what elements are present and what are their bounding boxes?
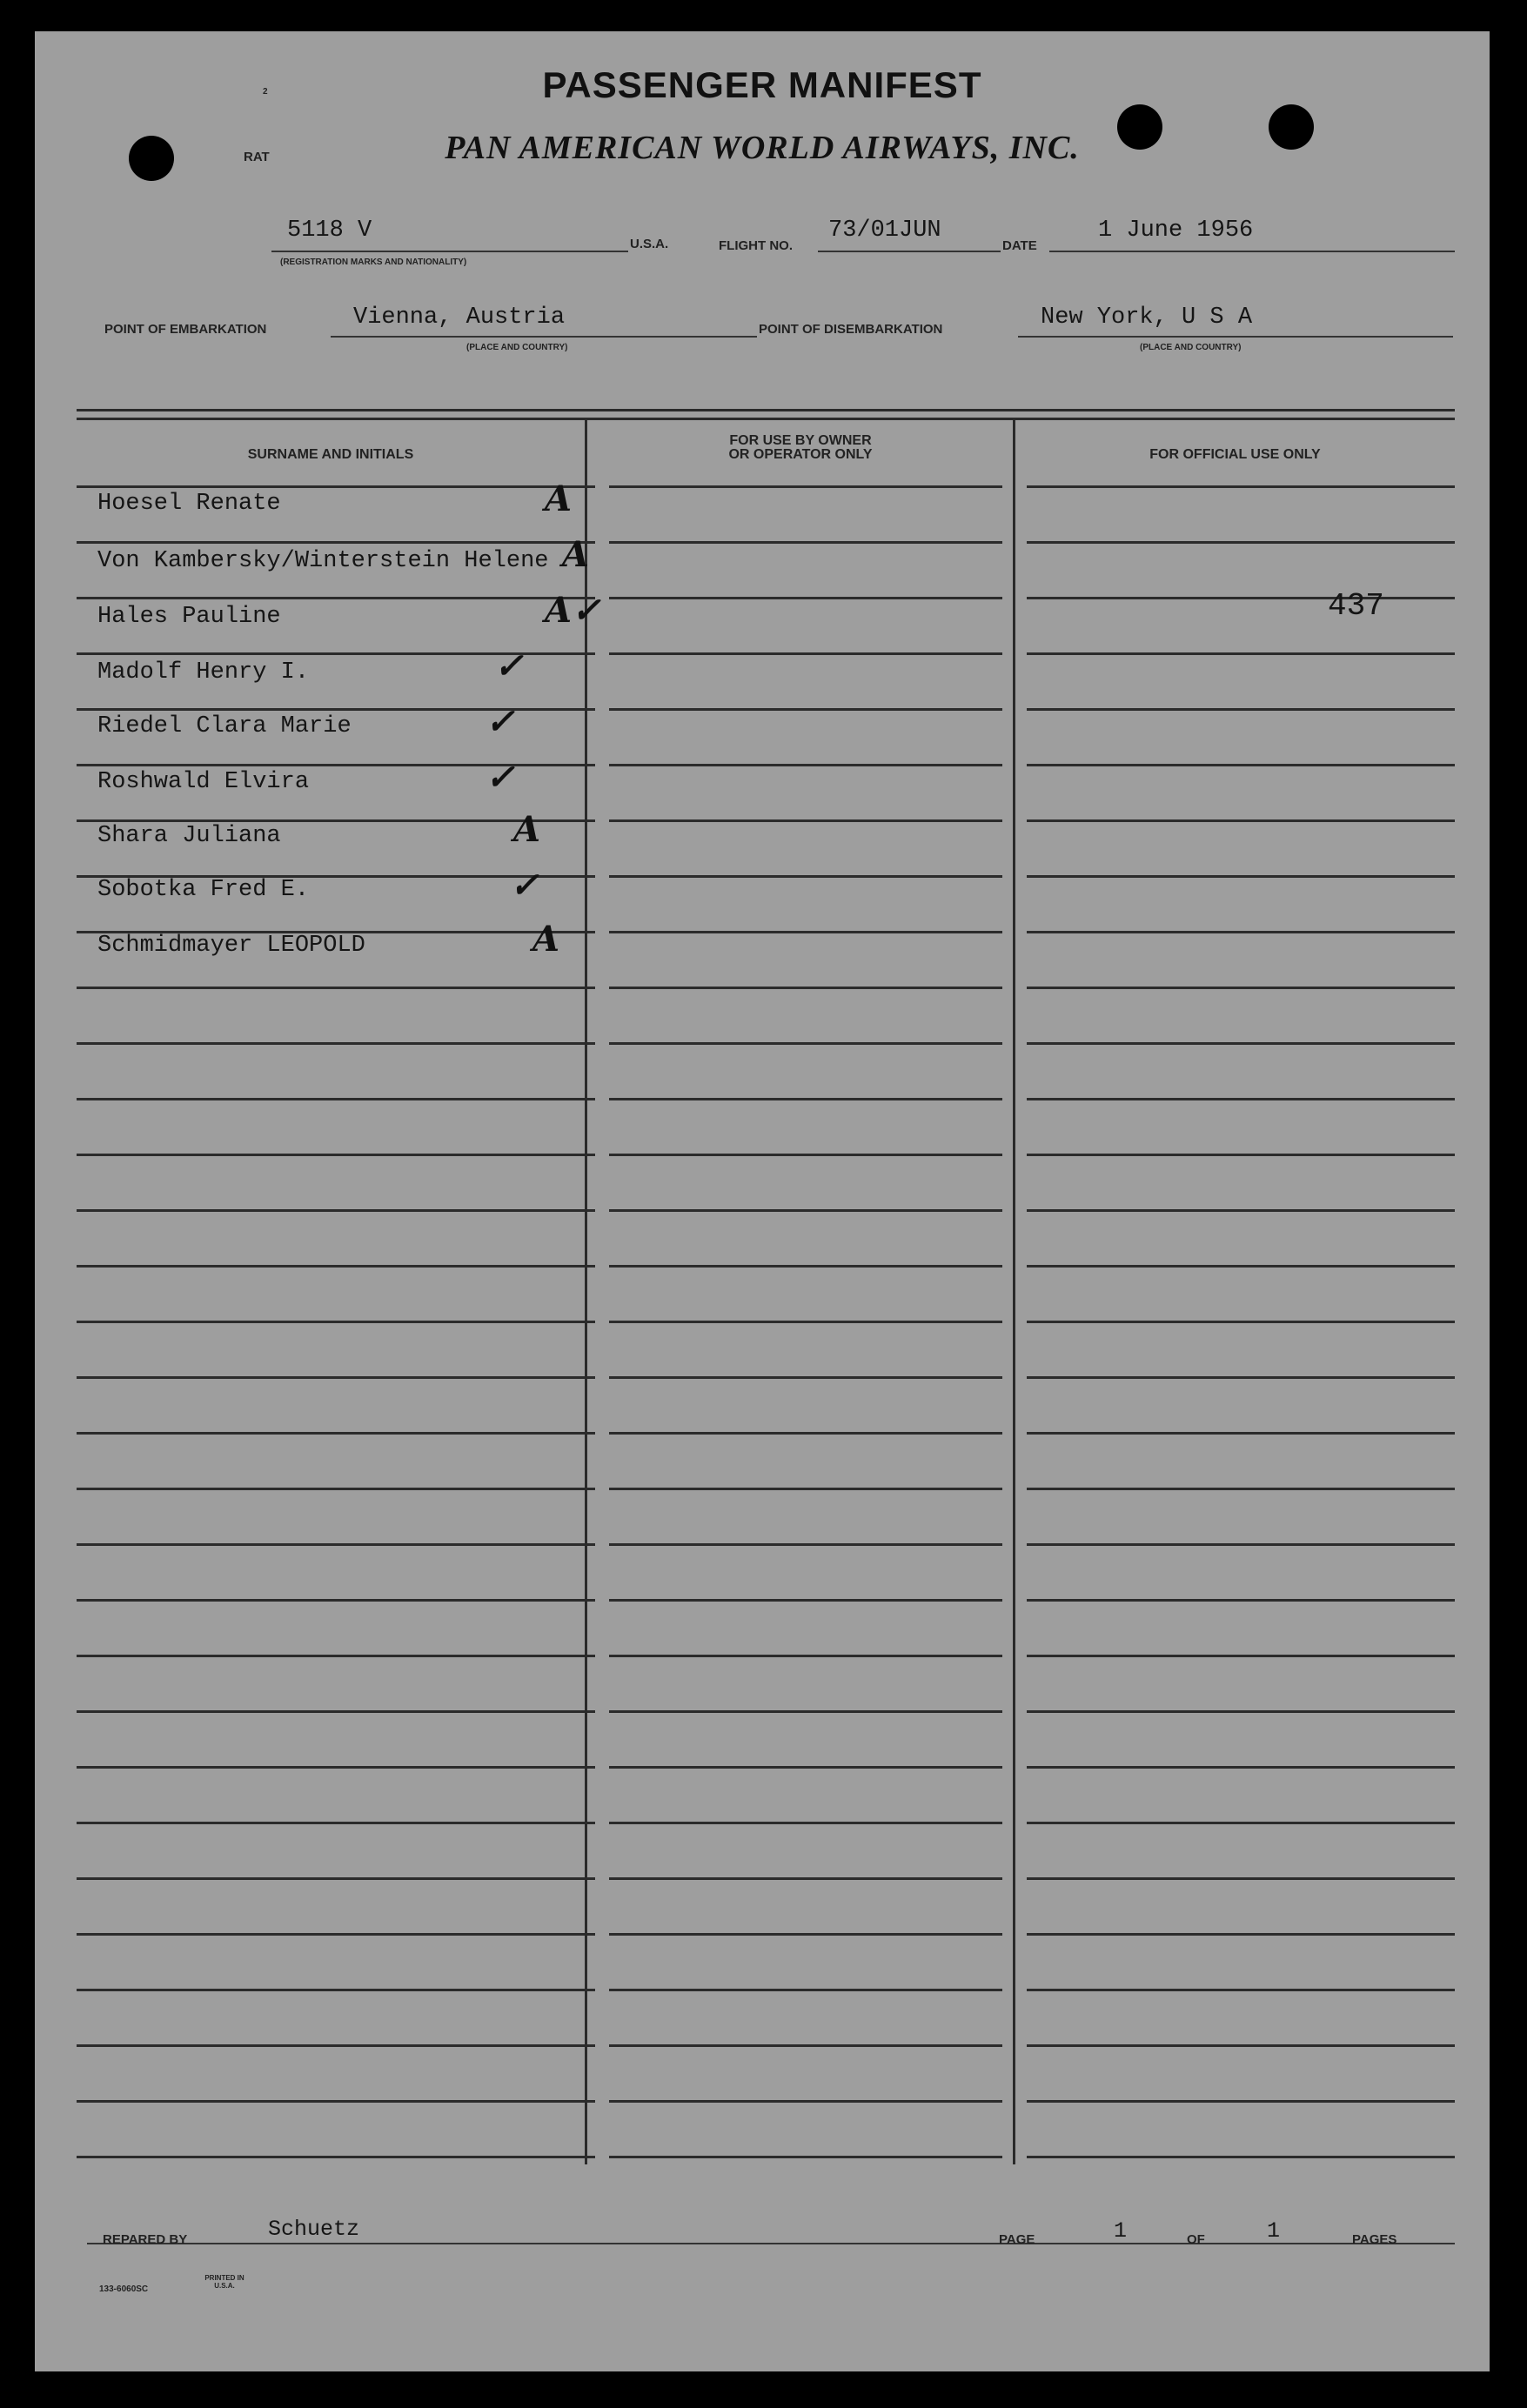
table-row-line — [609, 1655, 1002, 1657]
registration-underline — [271, 251, 628, 252]
passenger-mark: A — [532, 919, 560, 960]
table-row-line — [77, 708, 595, 711]
table-row-line — [1027, 764, 1455, 766]
passenger-name: Riedel Clara Marie — [97, 713, 352, 739]
passenger-mark: A✓ — [545, 590, 601, 631]
total-pages: 1 — [1267, 2218, 1281, 2244]
printed-stamp: PRINTED IN U.S.A. — [204, 2274, 244, 2290]
passenger-mark: ✓ — [486, 701, 515, 742]
table-row-line — [1027, 708, 1455, 711]
embarkation-caption: (PLACE AND COUNTRY) — [466, 343, 568, 352]
table-row-line — [1027, 1488, 1455, 1490]
table-row-line — [1027, 1933, 1455, 1936]
table-row-line — [609, 1154, 1002, 1156]
table-row-line — [1027, 1822, 1455, 1824]
table-top-rule — [77, 418, 1455, 420]
table-row-line — [77, 1209, 595, 1212]
table-row-line — [77, 1265, 595, 1268]
table-row-line — [1027, 1321, 1455, 1323]
table-row-line — [1027, 652, 1455, 655]
table-row-line — [609, 987, 1002, 989]
table-row-line — [609, 1989, 1002, 1991]
passenger-name: Hoesel Renate — [97, 491, 281, 517]
page-title: PASSENGER MANIFEST — [542, 64, 982, 105]
table-row-line — [609, 2044, 1002, 2047]
table-row-line — [609, 597, 1002, 599]
table-row-line — [1027, 2100, 1455, 2103]
passenger-mark: ✓ — [494, 645, 524, 686]
table-row-line — [1027, 1265, 1455, 1268]
table-row-line — [609, 1877, 1002, 1880]
table-row-line — [609, 485, 1002, 488]
page-mark: 2 — [263, 87, 268, 97]
passenger-name: Schmidmayer LEOPOLD — [97, 933, 365, 959]
table-row-line — [1027, 1710, 1455, 1713]
table-row-line — [609, 1543, 1002, 1546]
table-row-line — [609, 708, 1002, 711]
table-row-line — [77, 1822, 595, 1824]
table-row-line — [77, 1655, 595, 1657]
country-label: U.S.A. — [630, 237, 669, 251]
table-row-line — [609, 541, 1002, 544]
date-label: DATE — [1002, 238, 1037, 253]
table-row-line — [609, 1599, 1002, 1602]
passenger-mark: ✓ — [486, 757, 515, 798]
table-row-line — [77, 2100, 595, 2103]
table-row-line — [609, 819, 1002, 822]
table-row-line — [77, 1989, 595, 1991]
table-row-line — [1027, 1098, 1455, 1100]
table-row-line — [1027, 1989, 1455, 1991]
table-row-line — [609, 1710, 1002, 1713]
passenger-mark: A — [513, 809, 541, 850]
table-row-line — [1027, 1599, 1455, 1602]
table-row-line — [609, 764, 1002, 766]
column-header-surname: SURNAME AND INITIALS — [247, 447, 414, 462]
table-row-line — [77, 541, 595, 544]
flight-number: 73/01JUN — [828, 217, 941, 244]
passenger-name: Hales Pauline — [97, 604, 281, 630]
table-row-line — [77, 764, 595, 766]
table-row-line — [1027, 987, 1455, 989]
table-row-line — [77, 1321, 595, 1323]
table-row-line — [1027, 1655, 1455, 1657]
table-row-line — [1027, 1154, 1455, 1156]
table-row-line — [609, 1488, 1002, 1490]
passenger-name: Von Kambersky/Winterstein Helene — [97, 548, 549, 574]
table-row-line — [77, 987, 595, 989]
table-row-line — [609, 652, 1002, 655]
table-row-line — [1027, 1042, 1455, 1045]
table-row-line — [77, 1154, 595, 1156]
date-value: 1 June 1956 — [1098, 217, 1254, 244]
embarkation-label: POINT OF EMBARKATION — [104, 322, 267, 337]
passenger-mark: A — [562, 534, 590, 575]
passenger-name: Madolf Henry I. — [97, 659, 310, 686]
table-row-line — [77, 1098, 595, 1100]
table-row-line — [1027, 819, 1455, 822]
passenger-mark: ✓ — [510, 865, 539, 906]
table-row-line — [609, 1766, 1002, 1769]
table-row-line — [609, 1432, 1002, 1435]
table-row-line — [1027, 1543, 1455, 1546]
table-row-line — [77, 2156, 595, 2158]
table-row-line — [77, 1710, 595, 1713]
table-row-line — [1027, 2156, 1455, 2158]
table-row-line — [1027, 1432, 1455, 1435]
date-underline — [1049, 251, 1455, 252]
table-row-line — [609, 1321, 1002, 1323]
passenger-name: Sobotka Fred E. — [97, 877, 310, 903]
table-row-line — [609, 1376, 1002, 1379]
table-row-line — [77, 1376, 595, 1379]
rate-label: RAT — [244, 150, 270, 164]
table-row-line — [609, 1209, 1002, 1212]
of-label: OF — [1187, 2232, 1205, 2247]
page-label: PAGE — [999, 2232, 1035, 2247]
table-row-line — [609, 931, 1002, 933]
table-row-line — [77, 1877, 595, 1880]
column-divider — [585, 419, 587, 2164]
table-row-line — [1027, 541, 1455, 544]
passenger-name: Shara Juliana — [97, 823, 281, 849]
flight-underline — [818, 251, 1001, 252]
table-row-line — [77, 597, 595, 599]
table-row-line — [1027, 875, 1455, 878]
table-row-line — [609, 1265, 1002, 1268]
prepared-by: Schuetz — [268, 2217, 360, 2242]
table-row-line — [77, 2044, 595, 2047]
table-row-line — [77, 1042, 595, 1045]
disembarkation-label: POINT OF DISEMBARKATION — [759, 322, 943, 337]
registration-caption: (REGISTRATION MARKS AND NATIONALITY) — [280, 258, 467, 267]
official-value: 437 — [1328, 588, 1384, 624]
table-row-line — [77, 1543, 595, 1546]
table-row-line — [77, 1488, 595, 1490]
passenger-name: Roshwald Elvira — [97, 769, 310, 795]
prepared-label: REPARED BY — [103, 2232, 188, 2247]
footer-line — [87, 2243, 1455, 2244]
table-row-line — [77, 485, 595, 488]
disembarkation-value: New York, U S A — [1041, 304, 1253, 331]
table-row-line — [1027, 1376, 1455, 1379]
passenger-mark: A — [545, 478, 573, 519]
table-row-line — [1027, 1877, 1455, 1880]
table-row-line — [77, 1933, 595, 1936]
flight-label: FLIGHT NO. — [719, 238, 793, 253]
form-code: 133-6060SC — [99, 2284, 149, 2294]
table-row-line — [1027, 485, 1455, 488]
table-row-line — [609, 1933, 1002, 1936]
registration-value: 5118 V — [287, 217, 372, 244]
table-row-line — [609, 875, 1002, 878]
airline-name: PAN AMERICAN WORLD AIRWAYS, INC. — [445, 130, 1080, 166]
table-row-line — [1027, 1209, 1455, 1212]
table-row-line — [1027, 597, 1455, 599]
column-divider — [1013, 419, 1015, 2164]
manifest-sheet — [35, 31, 1490, 2371]
table-top-rule — [77, 409, 1455, 411]
embarkation-underline — [331, 336, 757, 338]
table-row-line — [77, 1599, 595, 1602]
disembarkation-underline — [1018, 336, 1453, 338]
pages-label: PAGES — [1352, 2232, 1397, 2247]
table-row-line — [609, 1042, 1002, 1045]
column-header-official: FOR OFFICIAL USE ONLY — [1149, 447, 1321, 462]
table-row-line — [1027, 1766, 1455, 1769]
column-header-owner-line1: FOR USE BY OWNER — [729, 433, 872, 448]
table-row-line — [609, 1098, 1002, 1100]
table-row-line — [1027, 931, 1455, 933]
column-header-owner-line2: OR OPERATOR ONLY — [728, 447, 873, 462]
table-row-line — [77, 1766, 595, 1769]
table-row-line — [609, 2156, 1002, 2158]
table-row-line — [609, 1822, 1002, 1824]
table-row-line — [1027, 2044, 1455, 2047]
table-row-line — [609, 2100, 1002, 2103]
embarkation-value: Vienna, Austria — [353, 304, 566, 331]
page-number: 1 — [1114, 2218, 1128, 2244]
disembarkation-caption: (PLACE AND COUNTRY) — [1140, 343, 1242, 352]
table-row-line — [77, 1432, 595, 1435]
